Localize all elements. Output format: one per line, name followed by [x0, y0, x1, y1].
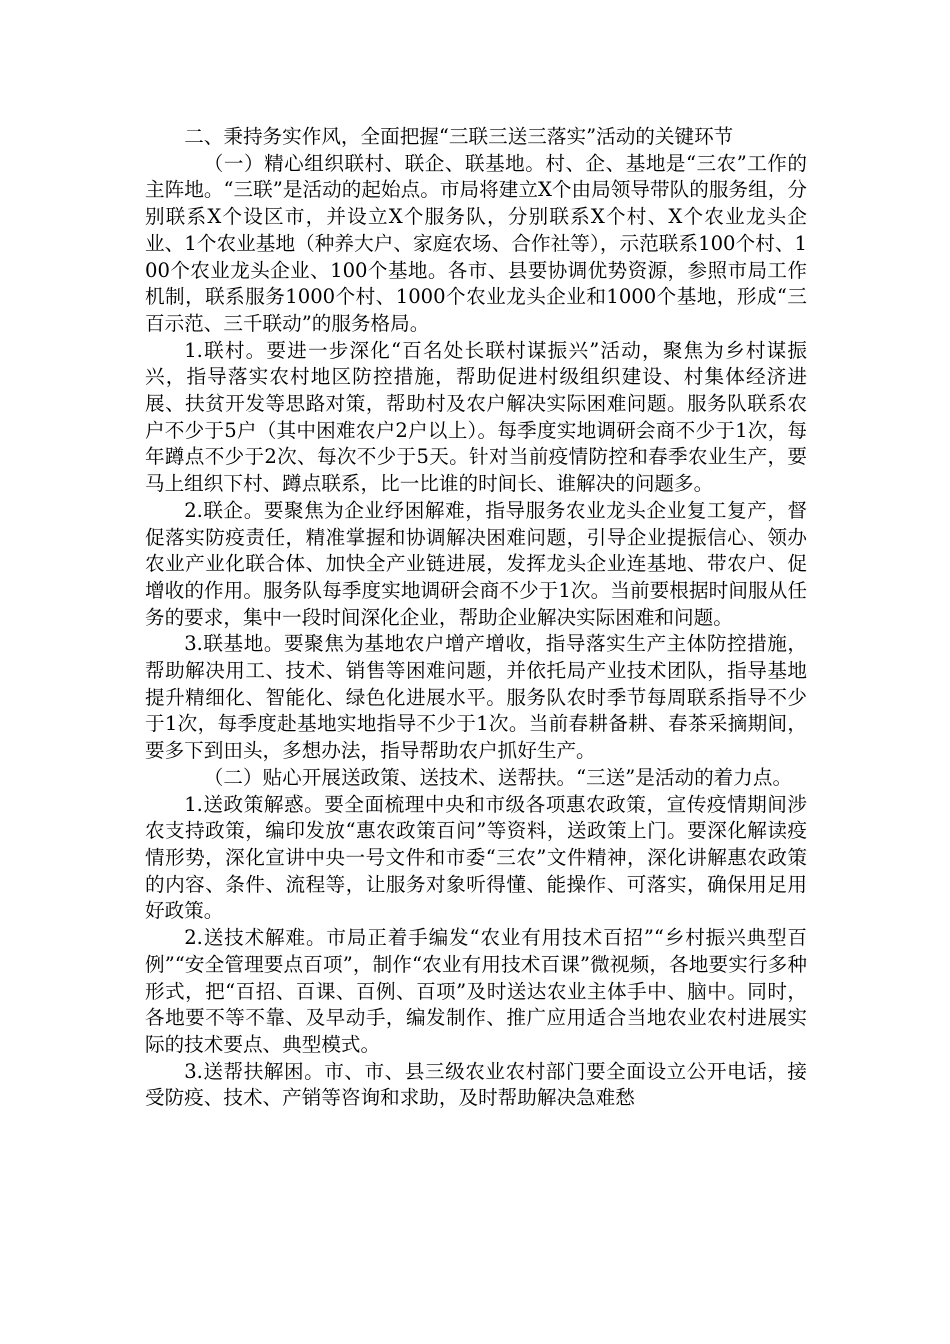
body-paragraph: 2.送技术解难。市局正着手编发“农业有用技术百招”“乡村振兴典型百例”“安全管理要点百项”，制作“农业有用技术百课”微视频，各地要实行多种形式，把“百招、百课、百例、百项”及时送达农业主体手中、脑中。同时，各地要不等不靠、及早动手，编发制作、推广应用适合当地农业农村进展实际的技术要点、典型模式。 — [145, 926, 807, 1056]
body-paragraph: 2.联企。要聚焦为企业纾困解难，指导服务农业龙头企业复工复产，督促落实防疫责任，精准掌握和协调解决困难问题，引导企业提振信心、领办农业产业化联合体、加快全产业链进展，发挥龙头企业连基地、带农户、促增收的作用。服务队每季度实地调研会商不少于1次。当前要根据时间服从任务的要求，集中一段时间深化企业，帮助企业解决实际困难和问题。 — [145, 498, 807, 629]
body-paragraph: 1.联村。要进一步深化“百名处长联村谋振兴”活动，聚焦为乡村谋振兴，指导落实农村地区防控措施，帮助促进村级组织建设、村集体经济进展、扶贫开发等思路对策，帮助村及农户解决实际困难问题。服务队联系农户不少于5户（其中困难农户2户以上）。每季度实地调研会商不少于1次，每年蹲点不少于2次、每次不少于5天。针对当前疫情防控和春季农业生产，要马上组织下村、蹲点联系，比一比谁的时间长、谁解决的问题多。 — [145, 338, 807, 496]
subsection-heading-paragraph: （一）精心组织联村、联企、联基地。村、企、基地是“三农”工作的主阵地。“三联”是活动的起始点。市局将建立X个由局领导带队的服务组，分别联系X个设区市，并设立X个服务队，分别联系X个村、X个农业龙头企业、1个农业基地（种养大户、家庭农场、合作社等），示范联系100个村、100个农业龙头企业、100个基地。各市、县要协调优势资源，参照市局工作机制，联系服务1000个村、1000个农业龙头企业和1000个基地，形成“三百示范、三千联动”的服务格局。 — [145, 151, 807, 335]
document-page — [145, 124, 807, 1112]
subsection-heading-paragraph: （二）贴心开展送政策、送技术、送帮扶。“三送”是活动的着力点。 — [203, 765, 793, 789]
body-paragraph: 1.送政策解惑。要全面梳理中央和市级各项惠农政策，宣传疫情期间涉农支持政策，编印发放“惠农政策百问”等资料，送政策上门。要深化解读疫情形势，深化宣讲中央一号文件和市委“三农”文件精神，深化讲解惠农政策的内容、条件、流程等，让服务对象听得懂、能操作、可落实，确保用足用好政策。 — [145, 792, 807, 923]
body-paragraph: 3.联基地。要聚焦为基地农户增产增收，指导落实生产主体防控措施，帮助解决用工、技术、销售等困难问题，并依托局产业技术团队，指导基地提升精细化、智能化、绿色化进展水平。服务队农时季节每周联系指导不少于1次，每季度赴基地实地指导不少于1次。当前春耕备耕、春茶采摘期间，要多下到田头，多想办法，指导帮助农户抓好生产。 — [145, 632, 807, 763]
body-paragraph: 3.送帮扶解困。市、市、县三级农业农村部门要全面设立公开电话，接受防疫、技术、产销等咨询和求助，及时帮助解决急难愁 — [145, 1059, 807, 1110]
section-heading: 二、秉持务实作风，全面把握“三联三送三落实”活动的关键环节 — [184, 125, 734, 148]
